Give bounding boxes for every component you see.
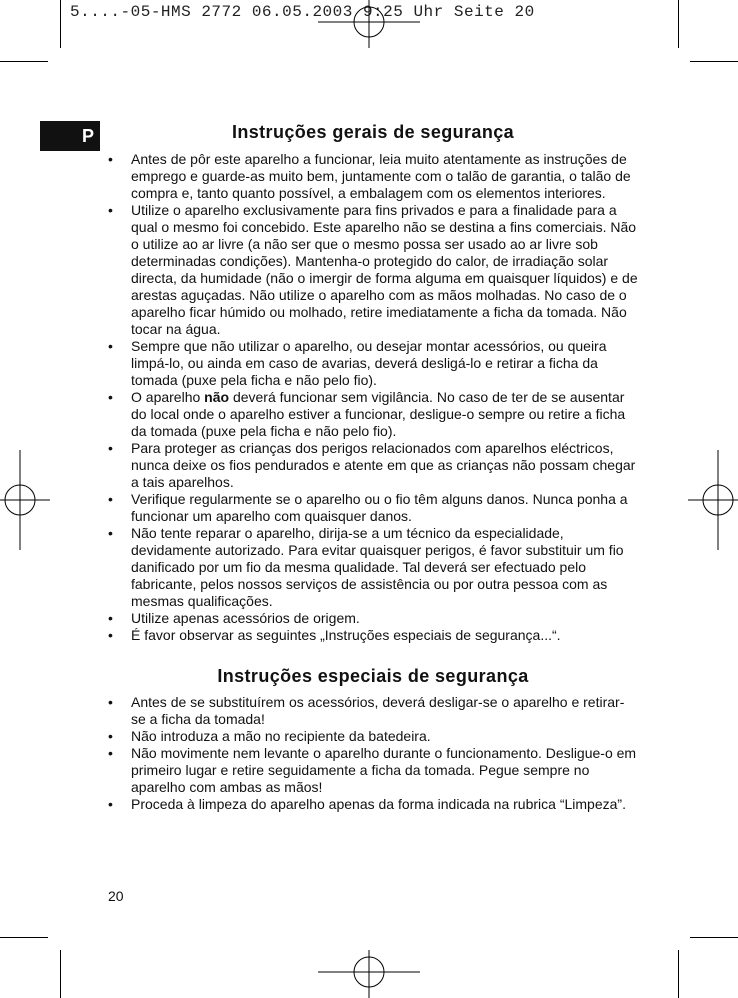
list-item: • Utilize apenas acessórios de origem. xyxy=(108,610,638,627)
print-header: 5....-05-HMS 2772 06.05.2003 9:25 Uhr Seite 20 xyxy=(70,3,535,21)
list-item: • Não tente reparar o aparelho, dirija-se a um técnico da especialidade, devidamente autorizado. Para evitar quaisquer perigos, é favor substituir um fio danificado por um fio da mesma qualidade. Tal deverá ser efectuado pelo fabricante, pelos nossos serviços de assistência ou por outra pessoa com as mesmas qualificações. xyxy=(108,525,638,610)
list-item: • Para proteger as crianças dos perigos relacionados com aparelhos eléctricos, nunca deixe os fios pendurados e atente em que as crianças não possam chegar a tais aparelhos. xyxy=(108,440,638,491)
list-item: • Antes de se substituírem os acessórios, deverá desligar-se o aparelho e retirar-se a ficha da tomada! xyxy=(108,694,638,728)
list-item-text: O aparelho xyxy=(131,389,205,405)
crop-mark-bottom-right-h xyxy=(690,937,738,938)
list-item: • Não movimente nem levante o aparelho durante o funcionamento. Desligue-o em primeiro lugar e retire seguidamente a ficha da tomada. Pegue sempre no aparelho com ambas as mãos! xyxy=(108,745,638,796)
list-item: • Verifique regularmente se o aparelho ou o fio têm alguns danos. Nunca ponha a funcionar um aparelho com quaisquer danos. xyxy=(108,491,638,525)
list-item: • Utilize o aparelho exclusivamente para fins privados e para a finalidade para a qual o mesmo foi concebido. Este aparelho não se destina a fins comerciais. Não o utilize ao ar livre (a não ser que o mesmo possa ser usado ao ar livre sob determinadas condições). Mantenha-o protegido do calor, de irradiação solar directa, da humidade (não o imergir de forma alguma em quaisquer líquidos) e de arestas aguçadas. Não utilize o aparelho com as mãos molhadas. No caso de o aparelho ficar húmido ou molhado, retire imediatamente a ficha da tomada. Não tocar na água. xyxy=(108,202,638,338)
registration-mark-bottom-icon xyxy=(318,950,420,998)
crop-mark-bottom-left-v xyxy=(60,950,61,998)
special-safety-list xyxy=(108,694,638,813)
registration-mark-top-icon xyxy=(318,0,420,48)
registration-mark-right-icon xyxy=(688,450,738,550)
crop-mark-top-right-v xyxy=(678,0,679,48)
registration-mark-left-icon xyxy=(0,450,50,550)
general-safety-title: Instruções gerais de segurança xyxy=(231,122,515,142)
list-item-text: deverá funcionar sem vigilância. No caso de ter de se ausentar do local onde o aparelho estiver a funcionar, desligue-o sempre ou retire a ficha da tomada (puxe pela ficha e não pelo fio). xyxy=(131,389,626,439)
crop-mark-bottom-left-h xyxy=(0,937,48,938)
list-item: • Não introduza a mão no recipiente da batedeira. xyxy=(108,728,638,745)
crop-mark-top-left-v xyxy=(60,0,61,48)
list-item: • Antes de pôr este aparelho a funcionar, leia muito atentamente as instruções de emprego e guarde-as muito bem, juntamente com o talão de garantia, o talão de compra e, tanto quanto possível, a embalagem com os elementos interiores. xyxy=(108,151,638,202)
crop-mark-top-right-h xyxy=(690,61,738,62)
crop-mark-top-left-h xyxy=(0,61,48,62)
emphasis-text: não xyxy=(204,389,230,405)
list-item: • É favor observar as seguintes „Instruções especiais de segurança...“. xyxy=(108,627,638,644)
special-safety-title: Instruções especiais de segurança xyxy=(217,666,529,686)
page-number: 20 xyxy=(108,888,124,904)
list-item xyxy=(108,389,638,440)
general-safety-list xyxy=(108,151,638,644)
crop-mark-bottom-right-v xyxy=(678,950,679,998)
list-item: • Proceda à limpeza do aparelho apenas da forma indicada na rubrica “Limpeza”. xyxy=(108,796,638,813)
list-item: • Sempre que não utilizar o aparelho, ou desejar montar acessórios, ou queira limpá-lo, ou ainda em caso de avarias, deverá desligá-lo e retirar a ficha da tomada (puxe pela ficha e não pelo fio). xyxy=(108,338,638,389)
language-tab: P xyxy=(40,121,100,151)
